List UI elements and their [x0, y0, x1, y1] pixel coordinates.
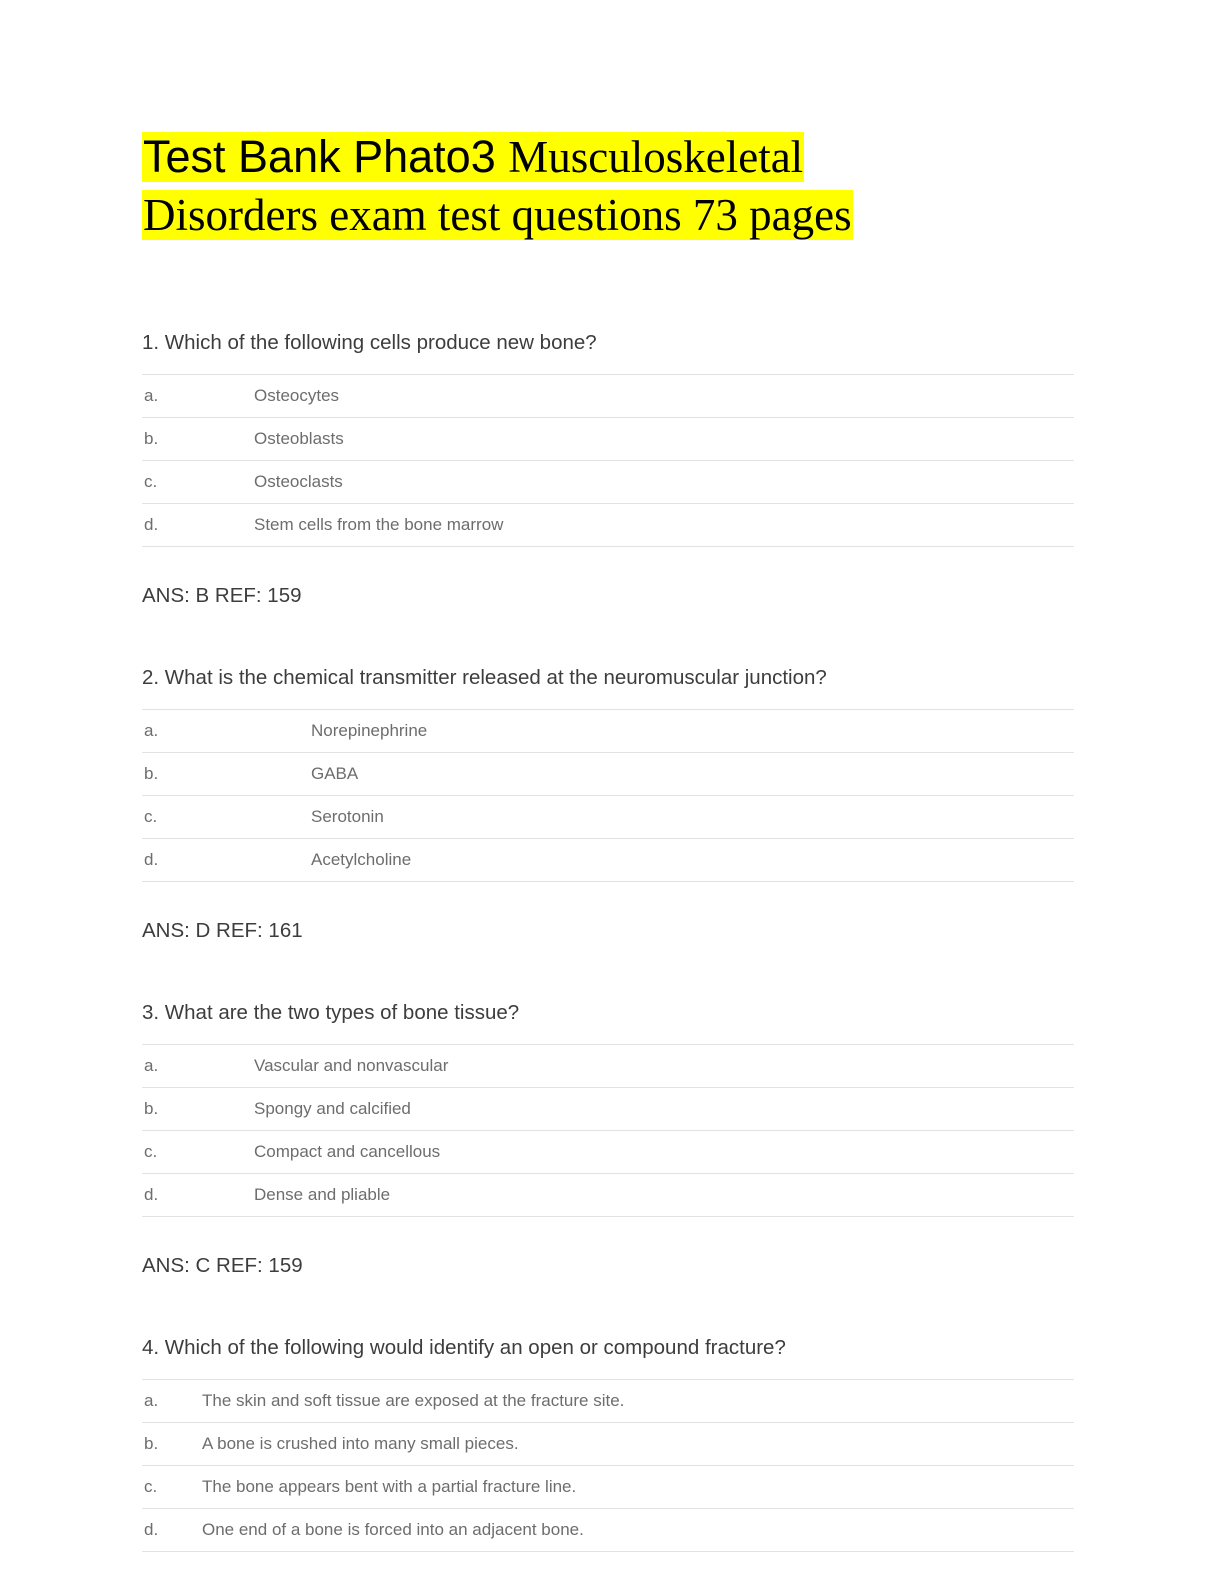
option-text: Osteocytes [254, 386, 340, 405]
table-row[interactable] [142, 796, 1074, 839]
question-text-1: 1. Which of the following cells produce new bone? [142, 331, 597, 354]
option-text: Osteoclasts [254, 472, 343, 491]
table-row[interactable] [142, 1466, 1074, 1509]
option-letter: b. [144, 429, 159, 448]
table-row[interactable] [142, 1131, 1074, 1174]
option-letter: c. [144, 472, 158, 491]
options-table-1 [142, 374, 1074, 547]
question-text-4: 4. Which of the following would identify an open or compound fracture? [142, 1336, 786, 1359]
document-body [142, 128, 1074, 1552]
options-table-4 [142, 1379, 1074, 1552]
table-row[interactable] [142, 504, 1074, 547]
option-letter: a. [144, 1056, 159, 1075]
option-text: Dense and pliable [254, 1185, 391, 1204]
option-letter: d. [144, 1185, 159, 1204]
option-text: Serotonin [311, 807, 384, 826]
option-letter: d. [144, 850, 159, 869]
question-text-2: 2. What is the chemical transmitter released at the neuromuscular junction? [142, 666, 827, 689]
option-text: Spongy and calcified [254, 1099, 411, 1118]
option-letter: b. [144, 1434, 159, 1453]
option-letter: d. [144, 1520, 159, 1539]
option-letter: b. [144, 764, 159, 783]
page-title-part2: Musculoskeletal Disorders exam test questions 73 pages [143, 132, 852, 240]
table-row[interactable] [142, 1380, 1074, 1423]
option-letter: a. [144, 386, 159, 405]
table-row[interactable] [142, 375, 1074, 418]
options-table-2 [142, 709, 1074, 882]
option-text: Norepinephrine [311, 721, 428, 740]
table-row[interactable] [142, 839, 1074, 882]
table-row[interactable] [142, 418, 1074, 461]
option-text: The bone appears bent with a partial fracture line. [202, 1477, 577, 1496]
option-letter: a. [144, 721, 159, 740]
option-letter: c. [144, 1142, 158, 1161]
option-letter: b. [144, 1099, 159, 1118]
table-row[interactable] [142, 710, 1074, 753]
answer-text-2: ANS: D REF: 161 [142, 919, 303, 942]
table-row[interactable] [142, 1174, 1074, 1217]
question-text-3: 3. What are the two types of bone tissue? [142, 1001, 520, 1024]
option-text: Vascular and nonvascular [254, 1056, 449, 1075]
table-row[interactable] [142, 1423, 1074, 1466]
option-text: Compact and cancellous [254, 1142, 441, 1161]
option-letter: c. [144, 1477, 158, 1496]
option-text: Stem cells from the bone marrow [254, 515, 504, 534]
table-row[interactable] [142, 461, 1074, 504]
option-text: A bone is crushed into many small pieces. [202, 1434, 519, 1453]
option-text: One end of a bone is forced into an adjacent bone. [202, 1520, 584, 1539]
table-row[interactable] [142, 1088, 1074, 1131]
option-text: The skin and soft tissue are exposed at the fracture site. [202, 1391, 625, 1410]
option-text: Acetylcholine [311, 850, 412, 869]
option-letter: a. [144, 1391, 159, 1410]
answer-text-1: ANS: B REF: 159 [142, 584, 302, 607]
page-title [142, 128, 972, 244]
page-title-part1: Test Bank Phato3 [143, 131, 509, 182]
option-text: GABA [311, 764, 359, 783]
option-letter: c. [144, 807, 158, 826]
option-letter: d. [144, 515, 159, 534]
table-row[interactable] [142, 753, 1074, 796]
options-table-3 [142, 1044, 1074, 1217]
table-row[interactable] [142, 1509, 1074, 1552]
table-row[interactable] [142, 1045, 1074, 1088]
option-text: Osteoblasts [254, 429, 344, 448]
answer-text-3: ANS: C REF: 159 [142, 1254, 303, 1277]
